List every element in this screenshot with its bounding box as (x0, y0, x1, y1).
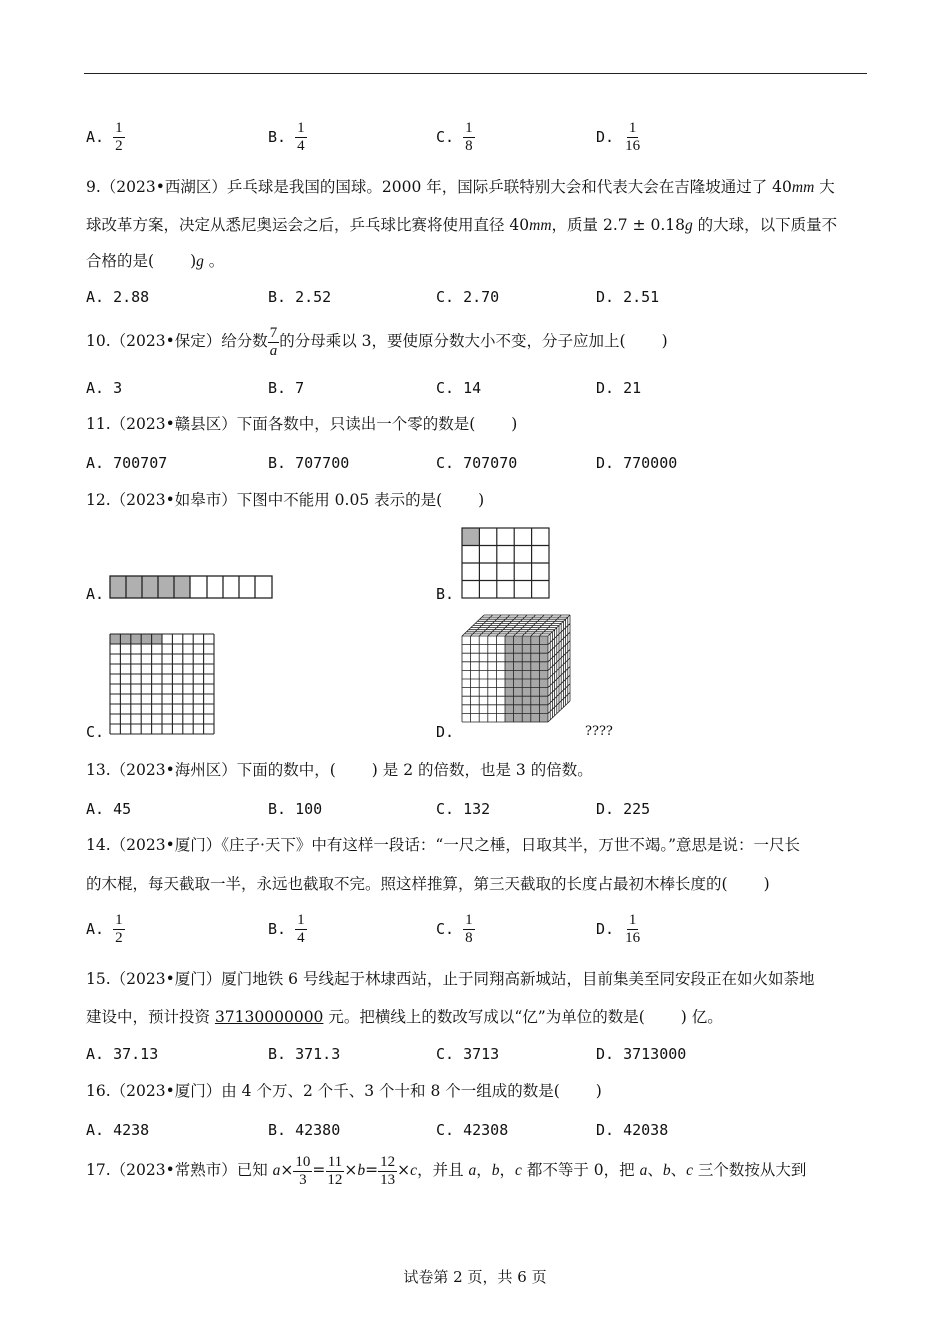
q15-option-c: C. 3713 (436, 1045, 500, 1063)
q8-option-c: C. $\frac{1}{8}$ (436, 120, 473, 154)
q11-option-b: B. 707700 (268, 454, 350, 472)
figure-a-strip (110, 576, 274, 600)
q9-option-a: A. 2.88 (86, 288, 150, 306)
q9-line-3: 合格的是( )g 。 (86, 252, 225, 270)
q12-label-d: D. (436, 723, 455, 741)
q14-option-c: C. $\frac{1}{8}$ (436, 912, 473, 946)
q9-option-b: B. 2.52 (268, 288, 332, 306)
q11-option-c: C. 707070 (436, 454, 518, 472)
q8-option-a: A. $\frac{1}{2}$ (86, 120, 123, 154)
q13-option-a: A. 45 (86, 800, 132, 818)
q13-stem: 13.（2023•海州区）下面的数中，( ) 是 2 的倍数，也是 3 的倍数。 (86, 761, 593, 779)
q8-option-b: B. $\frac{1}{4}$ (268, 120, 305, 154)
q9-option-d: D. 2.51 (596, 288, 660, 306)
q10-option-c: C. 14 (436, 379, 482, 397)
q14-option-b: B. $\frac{1}{4}$ (268, 912, 305, 946)
q12-stem: 12.（2023•如皋市）下图中不能用 0.05 表示的是( ) (86, 491, 485, 509)
q17-stem: 17.（2023•常熟市）已知 a× $\frac{10}{3}$ = $\frac{11}{12}$ ×b= $\frac{12}{13}$ ×c，并且 a，b，c 都不等于 0，把 a、b、c 三个数按从大到 (86, 1153, 807, 1188)
page-footer: 试卷第 2 页，共 6 页 (403, 1268, 547, 1286)
q16-stem: 16.（2023•厦门）由 4 个万、2 个千、3 个十和 8 个一组成的数是( ) (86, 1082, 602, 1100)
q11-option-a: A. 700707 (86, 454, 168, 472)
q15-option-b: B. 371.3 (268, 1045, 341, 1063)
underlined-amount: 37130000000 (214, 1008, 324, 1026)
q16-option-d: D. 42038 (596, 1121, 669, 1139)
q10-option-d: D. 21 (596, 379, 642, 397)
q8-option-d: D. $\frac{1}{16}$ (596, 120, 641, 154)
q15-option-d: D. 3713000 (596, 1045, 687, 1063)
q13-option-c: C. 132 (436, 800, 491, 818)
figure-d-thousand-cube (462, 612, 586, 740)
q14-line-1: 14.（2023•厦门）《庄子·天下》中有这样一段话：“一尺之棰，日取其半，万世不竭。”意思是说：一尺长 (86, 836, 801, 854)
figure-b-grid (462, 528, 552, 600)
q15-line-2: 建设中，预计投资 37130000000 元。把横线上的数改写成以“亿”为单位的数是( ) 亿。 (86, 1008, 723, 1026)
q10-stem: 10.（2023•保定）给分数 $\frac{7}{a}$ 的分母乘以 3，要使原分数大小不变，分子应加上( ) (86, 324, 668, 359)
q11-stem: 11.（2023•赣县区）下面各数中，只读出一个零的数是( ) (86, 415, 518, 433)
q15-line-1: 15.（2023•厦门）厦门地铁 6 号线起于林埭西站，止于同翔高新城站，目前集美至同安段正在如火如荼地 (86, 970, 815, 988)
q16-option-b: B. 42380 (268, 1121, 341, 1139)
q12-figure-note: ???? (585, 724, 613, 739)
figure-c-hundred-grid (110, 634, 216, 736)
grid-lines (110, 634, 214, 734)
q14-option-d: D. $\frac{1}{16}$ (596, 912, 641, 946)
header-rule (84, 73, 867, 74)
q15-option-a: A. 37.13 (86, 1045, 159, 1063)
q9-option-c: C. 2.70 (436, 288, 500, 306)
q13-option-d: D. 225 (596, 800, 651, 818)
q12-label-b: B. (436, 585, 455, 603)
shaded-cells (110, 634, 162, 644)
q14-line-2: 的木棍，每天截取一半，永远也截取不完。照这样推算，第三天截取的长度占最初木棒长度的( ) (86, 875, 770, 893)
q16-option-a: A. 4238 (86, 1121, 150, 1139)
q12-label-c: C. (86, 723, 105, 741)
q10-option-a: A. 3 (86, 379, 123, 397)
q13-option-b: B. 100 (268, 800, 323, 818)
q9-line-2: 球改革方案，决定从悉尼奥运会之后，乒乓球比赛将使用直径 40mm，质量 2.7 ± 0.18g 的大球，以下质量不 (86, 216, 838, 234)
q14-option-a: A. $\frac{1}{2}$ (86, 912, 123, 946)
q12-label-a: A. (86, 585, 105, 603)
q9-line-1: 9.（2023•西湖区）乒乓球是我国的国球。2000 年，国际乒联特别大会和代表大会在吉隆坡通过了 40mm 大 (86, 178, 835, 196)
q11-option-d: D. 770000 (596, 454, 678, 472)
q16-option-c: C. 42308 (436, 1121, 509, 1139)
q10-option-b: B. 7 (268, 379, 305, 397)
